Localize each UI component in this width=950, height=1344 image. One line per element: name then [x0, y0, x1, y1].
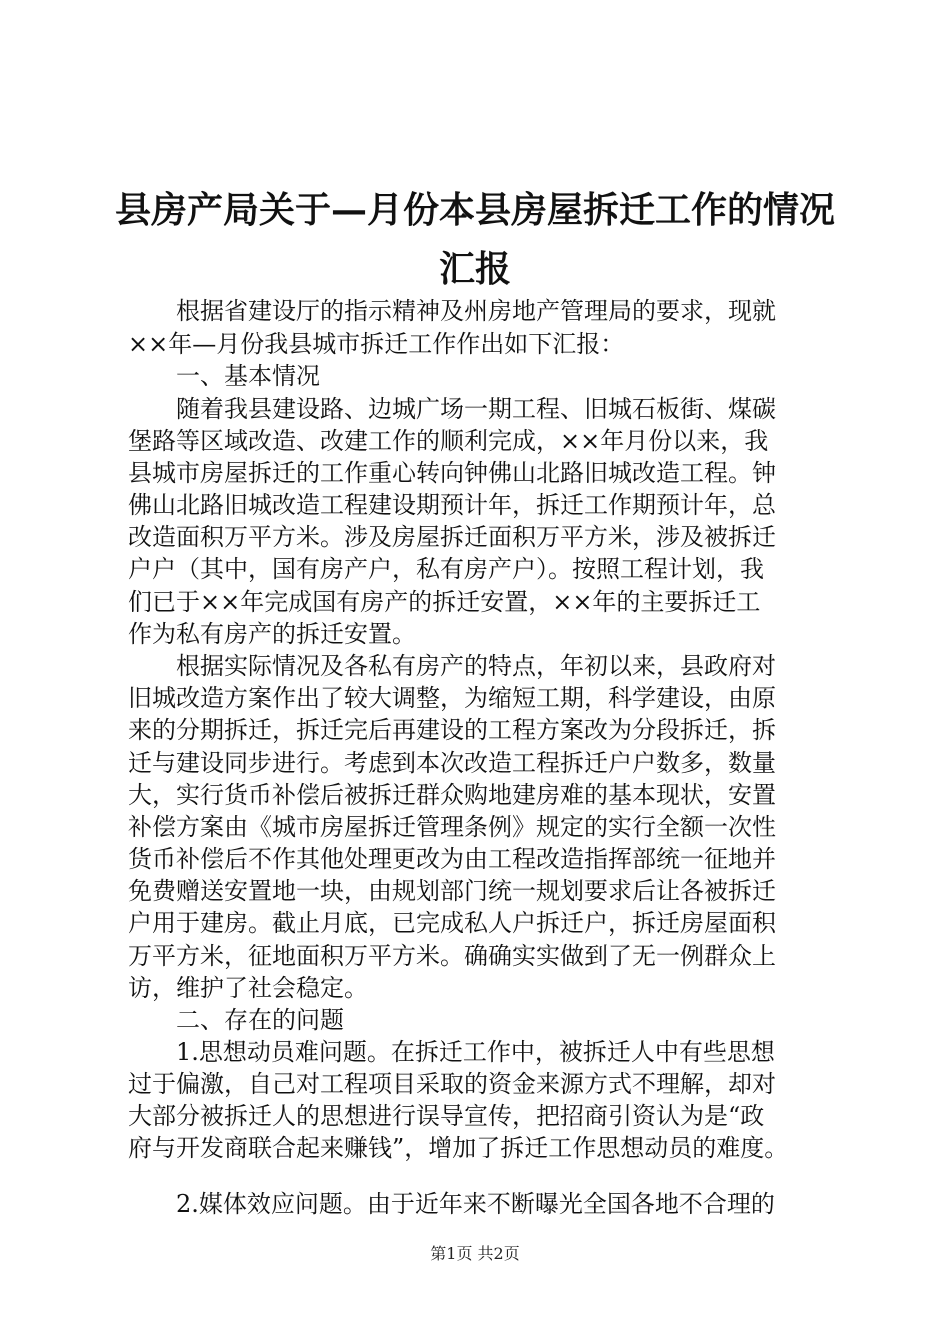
document-title-line-1: 县房产局关于—月份本县房屋拆迁工作的情况: [114, 189, 835, 231]
body-line: 货币补偿后不作其他处理更改为由工程改造指挥部统一征地并: [128, 845, 776, 873]
body-line: 随着我县建设路、边城广场一期工程、旧城石板街、煤碳: [128, 395, 776, 423]
body-line: 佛山北路旧城改造工程建设期预计年，拆迁工作期预计年，总: [128, 491, 776, 519]
body-line: 大部分被拆迁人的思想进行误导宣传，把招商引资认为是“政: [128, 1102, 765, 1130]
body-line: 县城市房屋拆迁的工作重心转向钟佛山北路旧城改造工程。钟: [128, 459, 776, 487]
body-line: 根据省建设厅的指示精神及州房地产管理局的要求，现就: [128, 297, 776, 325]
body-line: 旧城改造方案作出了较大调整，为缩短工期，科学建设，由原: [128, 684, 776, 712]
section-heading: 一、基本情况: [128, 362, 320, 390]
body-line: ××年—月份我县城市拆迁工作作出如下汇报：: [128, 330, 625, 358]
section-heading: 二、存在的问题: [128, 1006, 344, 1034]
body-line: 作为私有房产的拆迁安置。: [128, 620, 416, 648]
body-line: 堡路等区域改造、改建工作的顺利完成，××年月份以来，我: [128, 427, 769, 455]
body-line: 们已于××年完成国有房产的拆迁安置，××年的主要拆迁工: [128, 588, 761, 616]
body-line: 来的分期拆迁，拆迁完后再建设的工程方案改为分段拆迁，拆: [128, 716, 776, 744]
body-line: 补偿方案由《城市房屋拆迁管理条例》规定的实行全额一次性: [128, 813, 776, 841]
body-line: 访，维护了社会稳定。: [128, 974, 368, 1002]
body-line: 1.思想动员难问题。在拆迁工作中，被拆迁人中有些思想: [128, 1038, 775, 1066]
body-line: 过于偏激，自己对工程项目采取的资金来源方式不理解，却对: [128, 1070, 776, 1098]
body-line: 2.媒体效应问题。由于近年来不断曝光全国各地不合理的: [128, 1190, 775, 1218]
body-line: 府与开发商联合起来赚钱”，增加了拆迁工作思想动员的难度。: [128, 1134, 789, 1162]
body-line: 户用于建房。截止月底，已完成私人户拆迁户，拆迁房屋面积: [128, 909, 776, 937]
page-number-footer: 第1页 共2页: [430, 1244, 520, 1263]
document-title-line-2: 汇报: [438, 248, 511, 290]
body-line: 迁与建设同步进行。考虑到本次改造工程拆迁户户数多，数量: [128, 749, 776, 777]
body-line: 改造面积万平方米。涉及房屋拆迁面积万平方米，涉及被拆迁: [128, 523, 776, 551]
body-line: 大，实行货币补偿后被拆迁群众购地建房难的基本现状，安置: [128, 781, 776, 809]
body-line: 万平方米，征地面积万平方米。确确实实做到了无一例群众上: [128, 942, 776, 970]
body-line: 户户（其中，国有房产户，私有房产户）。按照工程计划，我: [128, 555, 764, 583]
body-line: 免费赠送安置地一块，由规划部门统一规划要求后让各被拆迁: [128, 877, 776, 905]
body-line: 根据实际情况及各私有房产的特点，年初以来，县政府对: [128, 652, 776, 680]
